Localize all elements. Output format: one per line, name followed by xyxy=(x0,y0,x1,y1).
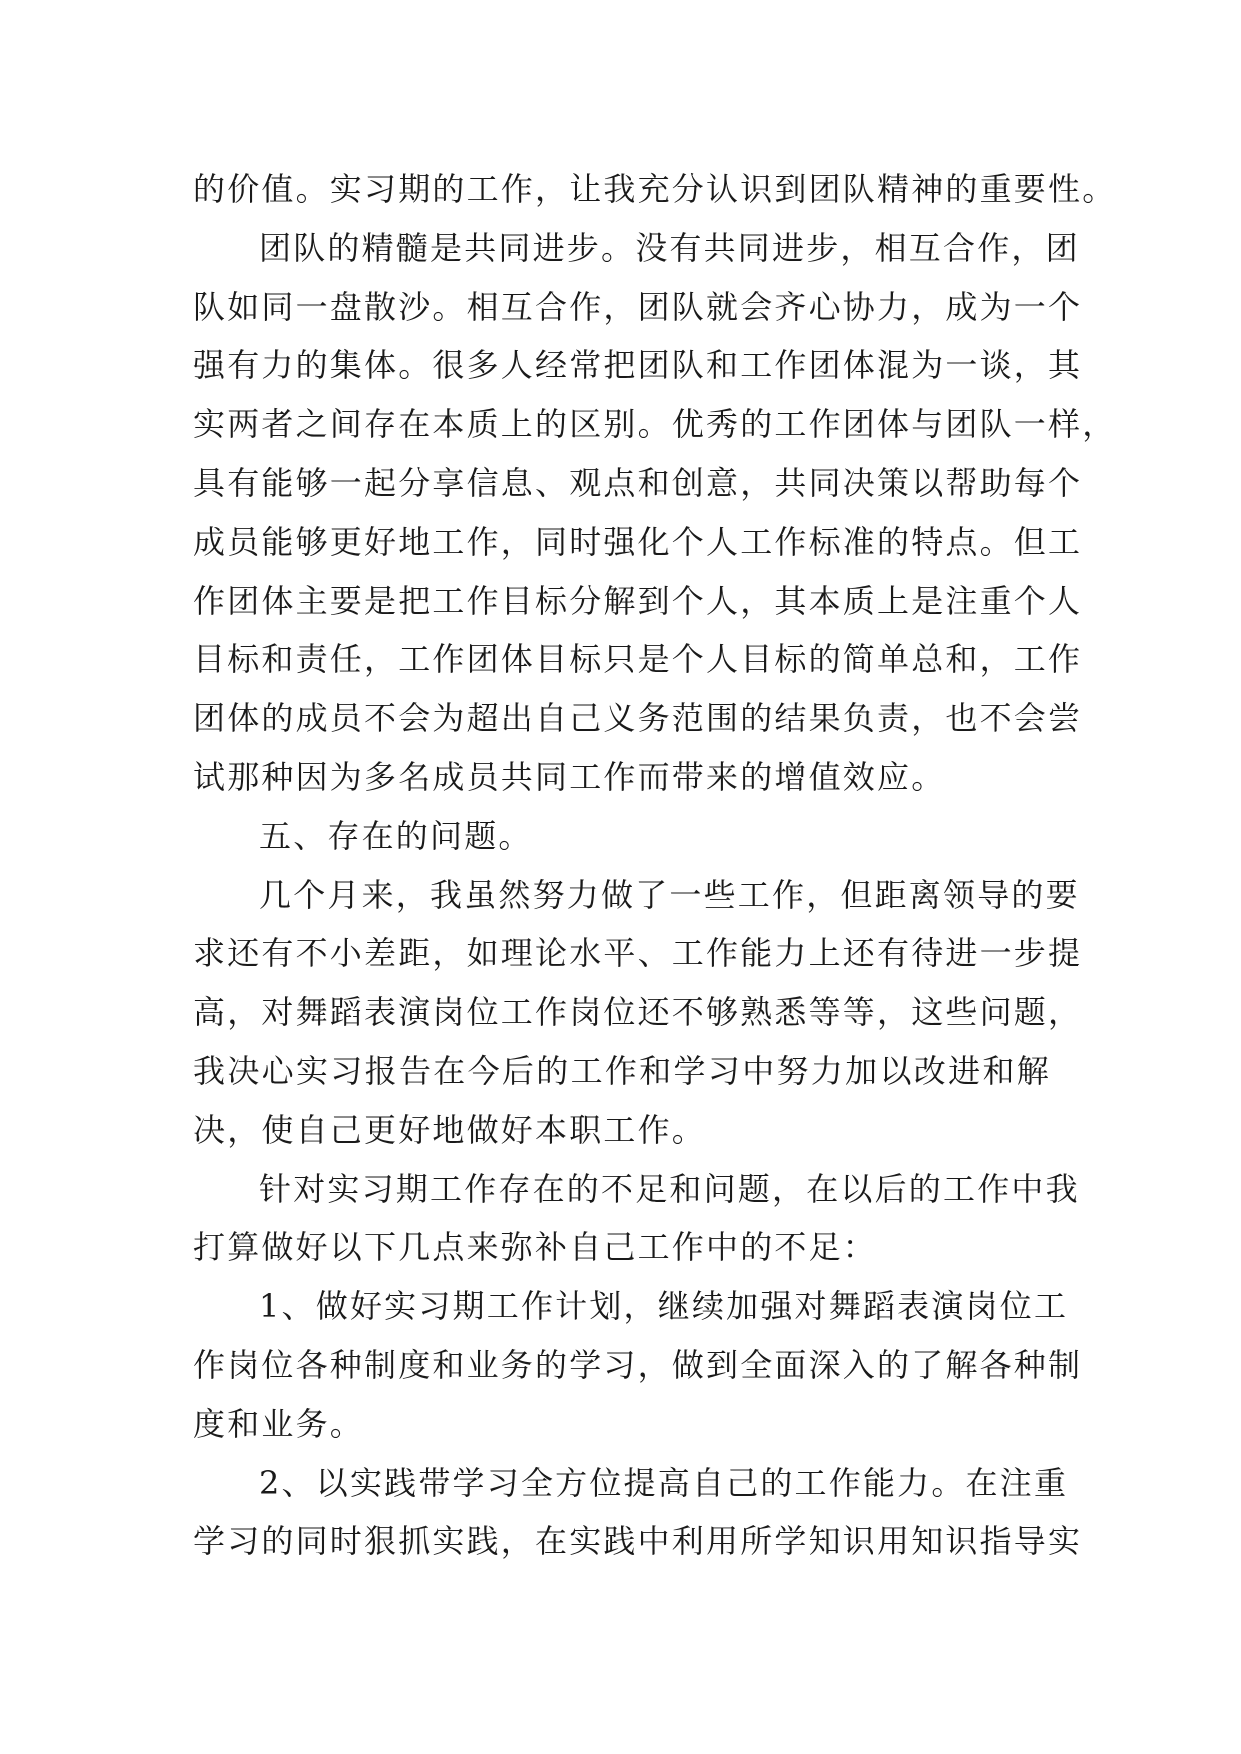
text-line: 针对实习期工作存在的不足和问题，在以后的工作中我 xyxy=(259,1169,1080,1208)
list-item-1: 1、做好实习期工作计划，继续加强对舞蹈表演岗位工 xyxy=(259,1287,1069,1326)
text-line: 实两者之间存在本质上的区别。优秀的工作团体与团队一样， xyxy=(193,405,1117,444)
document-body xyxy=(193,160,1117,1571)
text-line: 作团体主要是把工作目标分解到个人，其本质上是注重个人 xyxy=(193,581,1083,620)
text-line: 求还有不小差距，如理论水平、工作能力上还有待进一步提 xyxy=(193,934,1083,973)
text-line: 队如同一盘散沙。相互合作，团队就会齐心协力，成为一个 xyxy=(193,287,1083,326)
text-line: 成员能够更好地工作，同时强化个人工作标准的特点。但工 xyxy=(193,522,1083,561)
section-heading: 五、存在的问题。 xyxy=(259,816,533,855)
list-item-2: 2、以实践带学习全方位提高自己的工作能力。在注重 xyxy=(259,1463,1069,1502)
text-line: 高，对舞蹈表演岗位工作岗位还不够熟悉等等，这些问题， xyxy=(193,993,1083,1032)
text-line: 我决心实习报告在今后的工作和学习中努力加以改进和解 xyxy=(193,1051,1051,1090)
text-line: 打算做好以下几点来弥补自己工作中的不足： xyxy=(193,1228,878,1267)
text-line: 试那种因为多名成员共同工作而带来的增值效应。 xyxy=(193,757,946,796)
text-line: 作岗位各种制度和业务的学习，做到全面深入的了解各种制 xyxy=(193,1345,1083,1384)
text-line: 具有能够一起分享信息、观点和创意，共同决策以帮助每个 xyxy=(193,463,1083,502)
text-line: 目标和责任，工作团体目标只是个人目标的简单总和，工作 xyxy=(193,640,1083,679)
text-line: 决，使自己更好地做好本职工作。 xyxy=(193,1110,707,1149)
text-line: 强有力的集体。很多人经常把团队和工作团体混为一谈，其 xyxy=(193,346,1083,385)
text-line: 学习的同时狠抓实践，在实践中利用所学知识用知识指导实 xyxy=(193,1522,1083,1561)
text-line: 团体的成员不会为超出自己义务范围的结果负责，也不会尝 xyxy=(193,699,1083,738)
text-line: 的价值。实习期的工作，让我充分认识到团队精神的重要性。 xyxy=(193,170,1117,208)
text-line: 团队的精髓是共同进步。没有共同进步，相互合作，团 xyxy=(259,228,1080,267)
text-line: 几个月来，我虽然努力做了一些工作，但距离领导的要 xyxy=(259,875,1080,914)
text-line: 度和业务。 xyxy=(193,1404,365,1443)
